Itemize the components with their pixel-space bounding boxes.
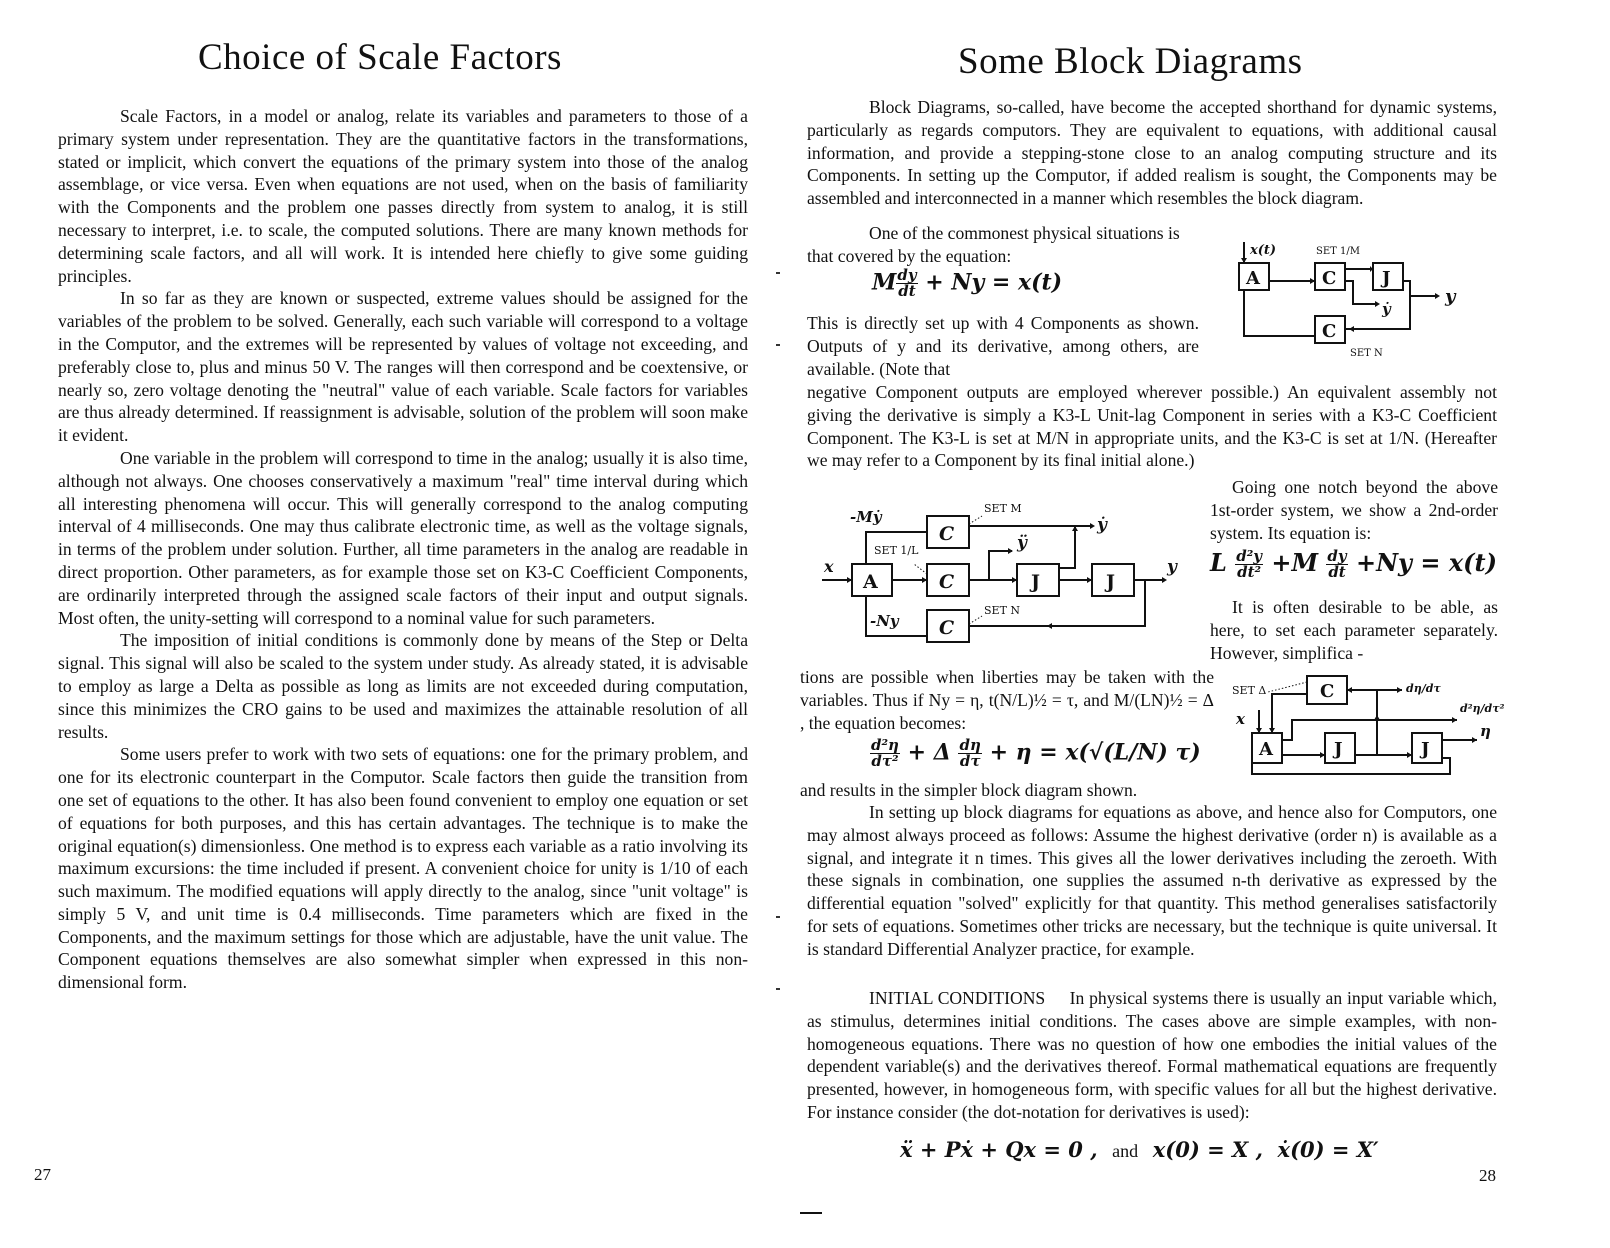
eq-num: d²η bbox=[871, 736, 899, 754]
paragraph: Block Diagrams, so-called, have become the accepted shorthand for dynamic systems, particularly as regards computors. They are equivalent to equations, with additional causal information, and provide a stepping-stone close to an analog computing structure and its Components. In setting up the Computor, if added realism is sought, the Components may be assembled and interconnected in a manner which resembles the block diagram. bbox=[807, 97, 1497, 209]
label-deta: dη/dτ bbox=[1406, 682, 1441, 695]
paragraph: It is often desirable to be able, as here, to set each parameter separately. However, simplifica - bbox=[1210, 597, 1498, 663]
page-number: 27 bbox=[34, 1165, 51, 1184]
paragraph: One variable in the problem will correspond to time in the analog; usually it is also time, although not always. One chooses conservatively a maximum "real" time interval during which all interesting phenomena will occur. This will generally correspond to the analog computing interval of 4 milliseconds. One may thus calibrate electronic time, as well as the voltage signals, in terms of the problem under solution. Further, all time parameters in the analog are readable in direct proportion. Other parameters, as for example those set on K3-C Coefficient Components, are ordinarily interpreted through the assigned scale factors of their input and output signals. Most often, the unity-setting will correspond to a nominal value for such parameters. bbox=[58, 447, 748, 628]
eq-num: dy bbox=[897, 266, 917, 284]
eq-term: x(0) = X , bbox=[1152, 1137, 1263, 1162]
label-input: x(t) bbox=[1250, 243, 1277, 258]
eq-term: + Δ bbox=[907, 739, 951, 766]
eq-term: ẍ + Pẋ + Qx = 0 , bbox=[900, 1137, 1098, 1162]
label-ny: -Ny bbox=[870, 612, 899, 630]
label-set-l: SET 1/L bbox=[874, 544, 919, 557]
page-title: Some Block Diagrams bbox=[958, 41, 1303, 82]
equation-initial-conditions bbox=[900, 1137, 1379, 1162]
eq-den: dt² bbox=[1237, 563, 1262, 581]
eq-fraction bbox=[896, 268, 917, 299]
left-body bbox=[58, 105, 748, 994]
first-order-side bbox=[807, 312, 1199, 380]
paragraph: negative Component outputs are employed wherever possible.) An equivalent assembly not giving the derivative is simply a K3-L Unit-lag Component in series with a K3-C Coefficient Component. The K3-L is set at M/N in appropriate units, and the K3-C is set at 1/N. (Hereafter we may refer to a Component by its final initial alone.) bbox=[807, 382, 1497, 471]
initial-conditions-paragraph bbox=[807, 987, 1497, 1124]
paragraph: In so far as they are known or suspected, extreme values should be assigned for the variables of the problem to be solved. Generally, each such variable will correspond to a voltage in the Computor, and the extremes will be represented by values of voltage not exceeding, and preferably close to, plus and minus 50 V. The ranges will then correspond and be coextensive, or nearly so, zero voltage denoting the "neutral" value of each variable. Scale factors for variables are thus already determined. If reassignment is advisable, solution of the problem will soon make it evident. bbox=[58, 288, 748, 446]
paragraph: One of the commonest physical situations is that covered by the equation: bbox=[807, 223, 1180, 266]
eq-den: dτ bbox=[959, 752, 981, 770]
block-label: J bbox=[1382, 268, 1391, 289]
paragraph: and results in the simpler block diagram shown. bbox=[800, 780, 1138, 800]
label-ydot: ẏ bbox=[1382, 300, 1391, 318]
label-ydot: ẏ bbox=[1097, 515, 1107, 535]
eq-fraction bbox=[958, 738, 981, 769]
eq-fraction bbox=[870, 738, 900, 769]
equation-simplified bbox=[870, 738, 1201, 769]
eq-num: dη bbox=[959, 736, 981, 754]
scan-mark bbox=[776, 344, 780, 346]
paragraph: The imposition of initial conditions is commonly done by means of the Step or Delta signal. This signal will also be scaled to the system under study. As already stated, it is advisable to employ as large a Delta as possible as long as limits are not exceeded during computation, since this minimizes the CRO gains to be used and maximizes the attainable resolution of all results. bbox=[58, 630, 748, 742]
label-x: x bbox=[824, 557, 834, 576]
block-label: C bbox=[939, 571, 955, 593]
first-order-lead bbox=[807, 222, 1207, 268]
label-set-bottom: SET N bbox=[1350, 348, 1383, 356]
block-label: C bbox=[939, 523, 955, 545]
left-page bbox=[0, 0, 800, 1248]
label-d2eta: d²η/dτ² bbox=[1460, 702, 1505, 715]
label-y: y bbox=[1167, 557, 1177, 577]
simplify-text bbox=[800, 666, 1214, 734]
first-order-continued bbox=[807, 381, 1497, 472]
block-label: A bbox=[1246, 268, 1260, 289]
eq-term: L bbox=[1210, 548, 1227, 577]
page-title: Choice of Scale Factors bbox=[198, 37, 562, 78]
eq-term: + η = x(√(L/N) τ) bbox=[989, 739, 1201, 766]
block-diagram-simplified bbox=[1232, 670, 1512, 790]
page-edge-mark bbox=[800, 1212, 822, 1214]
scan-mark bbox=[776, 988, 780, 990]
eq-num: dy bbox=[1327, 547, 1347, 565]
setting-leader bbox=[1268, 682, 1307, 692]
scan-mark bbox=[776, 916, 780, 918]
eq-term: + Ny = x(t) bbox=[925, 269, 1063, 296]
label-yddot: ÿ bbox=[1017, 533, 1027, 553]
paragraph: This is directly set up with 4 Components as shown. Outputs of y and its derivative, among others, are available. (Note that bbox=[807, 313, 1199, 379]
paragraph: Scale Factors, in a model or analog, relate its variables and parameters to those of a primary system under representation. They are the quantitative factors in the transformations, stated or implicit, which convert the equations of the primary system into those of the analog assemblage, or vice versa. Even when equations are not used, when on the basis of familiarity with the Components and the problem one passes directly from system to analog, it is still necessary to interpret, i.e. to scale, the computed solutions. There are many known methods for determining scale factors, and all will work. It is intended here chiefly to give some guiding principles. bbox=[58, 106, 748, 286]
simplify-after bbox=[800, 779, 1220, 802]
label-y: y bbox=[1445, 286, 1456, 307]
eq-den: dτ² bbox=[871, 752, 899, 770]
eq-connector: and bbox=[1112, 1141, 1139, 1161]
second-order-side-2 bbox=[1210, 596, 1498, 664]
label-x: x bbox=[1236, 710, 1245, 728]
label-set-delta: SET Δ bbox=[1232, 684, 1267, 697]
block-label: A bbox=[863, 571, 878, 593]
paragraph: Going one notch beyond the above 1st-order system, we show a 2nd-order system. Its equation is: bbox=[1210, 477, 1498, 543]
second-order-side bbox=[1210, 476, 1498, 544]
block-diagram-second-order bbox=[822, 496, 1202, 656]
block-label: C bbox=[1320, 681, 1335, 702]
eq-term: M bbox=[872, 269, 897, 296]
scan-mark bbox=[776, 272, 780, 274]
eq-num: d²y bbox=[1236, 547, 1263, 565]
method-paragraph bbox=[807, 801, 1497, 961]
eq-term: +M bbox=[1271, 548, 1319, 577]
eq-term: +Ny = x(t) bbox=[1356, 548, 1497, 577]
block-label: J bbox=[1421, 739, 1430, 760]
block-label: J bbox=[1031, 571, 1040, 593]
label-set-top: SET 1/M bbox=[1316, 246, 1360, 257]
block-label: A bbox=[1259, 739, 1273, 760]
block-label: C bbox=[1322, 268, 1337, 289]
page-number: 28 bbox=[1479, 1166, 1496, 1185]
wire bbox=[1252, 690, 1477, 774]
eq-fraction bbox=[1326, 549, 1347, 580]
paragraph: tions are possible when liberties may be taken with the variables. Thus if Ny = η, t(N/L)½ = τ, and M/(LN)½ = Δ , the equation becomes: bbox=[800, 667, 1214, 733]
paragraph: In physical systems there is usually an input variable which, as stimulus, determines initial conditions. The cases above are simple examples, with non-homogeneous equations. There was no question of how one embodies the initial values of the dependent variable(s) and the derivatives thereof. Formal mathematical equations are frequently presented, however, in homogeneous form, with specific values for all but the highest derivative. For instance consider (the dot-notation for derivatives is used): bbox=[807, 988, 1497, 1122]
label-eta: η bbox=[1480, 722, 1491, 740]
block-label: J bbox=[1106, 571, 1115, 593]
paragraph: Some users prefer to work with two sets of equations: one for the primary problem, and one for its electronic counterpart in the Computor. Scale factors then guide the transition from one set of equations to the other. It has also been found convenient to employ one equation or set of equations for both purposes, and this has certain advantages. The technique is to make the original equation(s) dimensionless. One method is to express each variable as a ratio involving its maximum excursions: the time included if present. A convenient choice for unity is 1/10 of each such maximum. The modified equations will apply directly to the analog, since "unit voltage" is simply 5 V, and unit time is 0.4 milliseconds. Time parameters which are fixed in the Components, and the maximum settings for those which are adjustable, have the unit value. The Component equations themselves are also somewhat simpler when expressed in this non-dimensional form. bbox=[58, 744, 748, 993]
block-label: C bbox=[1322, 321, 1337, 342]
label-set-n: SET N bbox=[984, 604, 1021, 617]
eq-fraction bbox=[1235, 549, 1263, 580]
block-diagram-first-order bbox=[1230, 236, 1520, 356]
arrowheads bbox=[1256, 687, 1477, 758]
label-my: -Mẏ bbox=[850, 508, 882, 526]
paragraph: In setting up block diagrams for equations as above, and hence also for Computors, one may almost always proceed as follows: Assume the highest derivative (order n) is available as a signal, and integrate it n times. This gives all the lower derivatives including the zeroeth. With these signals in combination, one supplies the assumed n-th derivative as expressed by the differential equation "solved" explicitly for that quantity. This method generalises satisfactorily for sets of equations. Sometimes other tricks are necessary, but the technique is quite universal. It is standard Differential Analyzer practice, for example. bbox=[807, 802, 1497, 959]
block-label: J bbox=[1334, 739, 1343, 760]
intro-paragraph bbox=[807, 96, 1497, 210]
equation-second-order bbox=[1210, 548, 1497, 580]
label-set-m: SET M bbox=[984, 502, 1022, 515]
eq-den: dt bbox=[898, 282, 916, 300]
section-heading: INITIAL CONDITIONS bbox=[869, 988, 1046, 1008]
eq-term: ẋ(0) = X′ bbox=[1277, 1137, 1379, 1162]
eq-den: dt bbox=[1328, 563, 1346, 581]
right-page bbox=[800, 0, 1610, 1248]
equation-first-order bbox=[872, 268, 1062, 299]
block-label: C bbox=[939, 617, 955, 639]
